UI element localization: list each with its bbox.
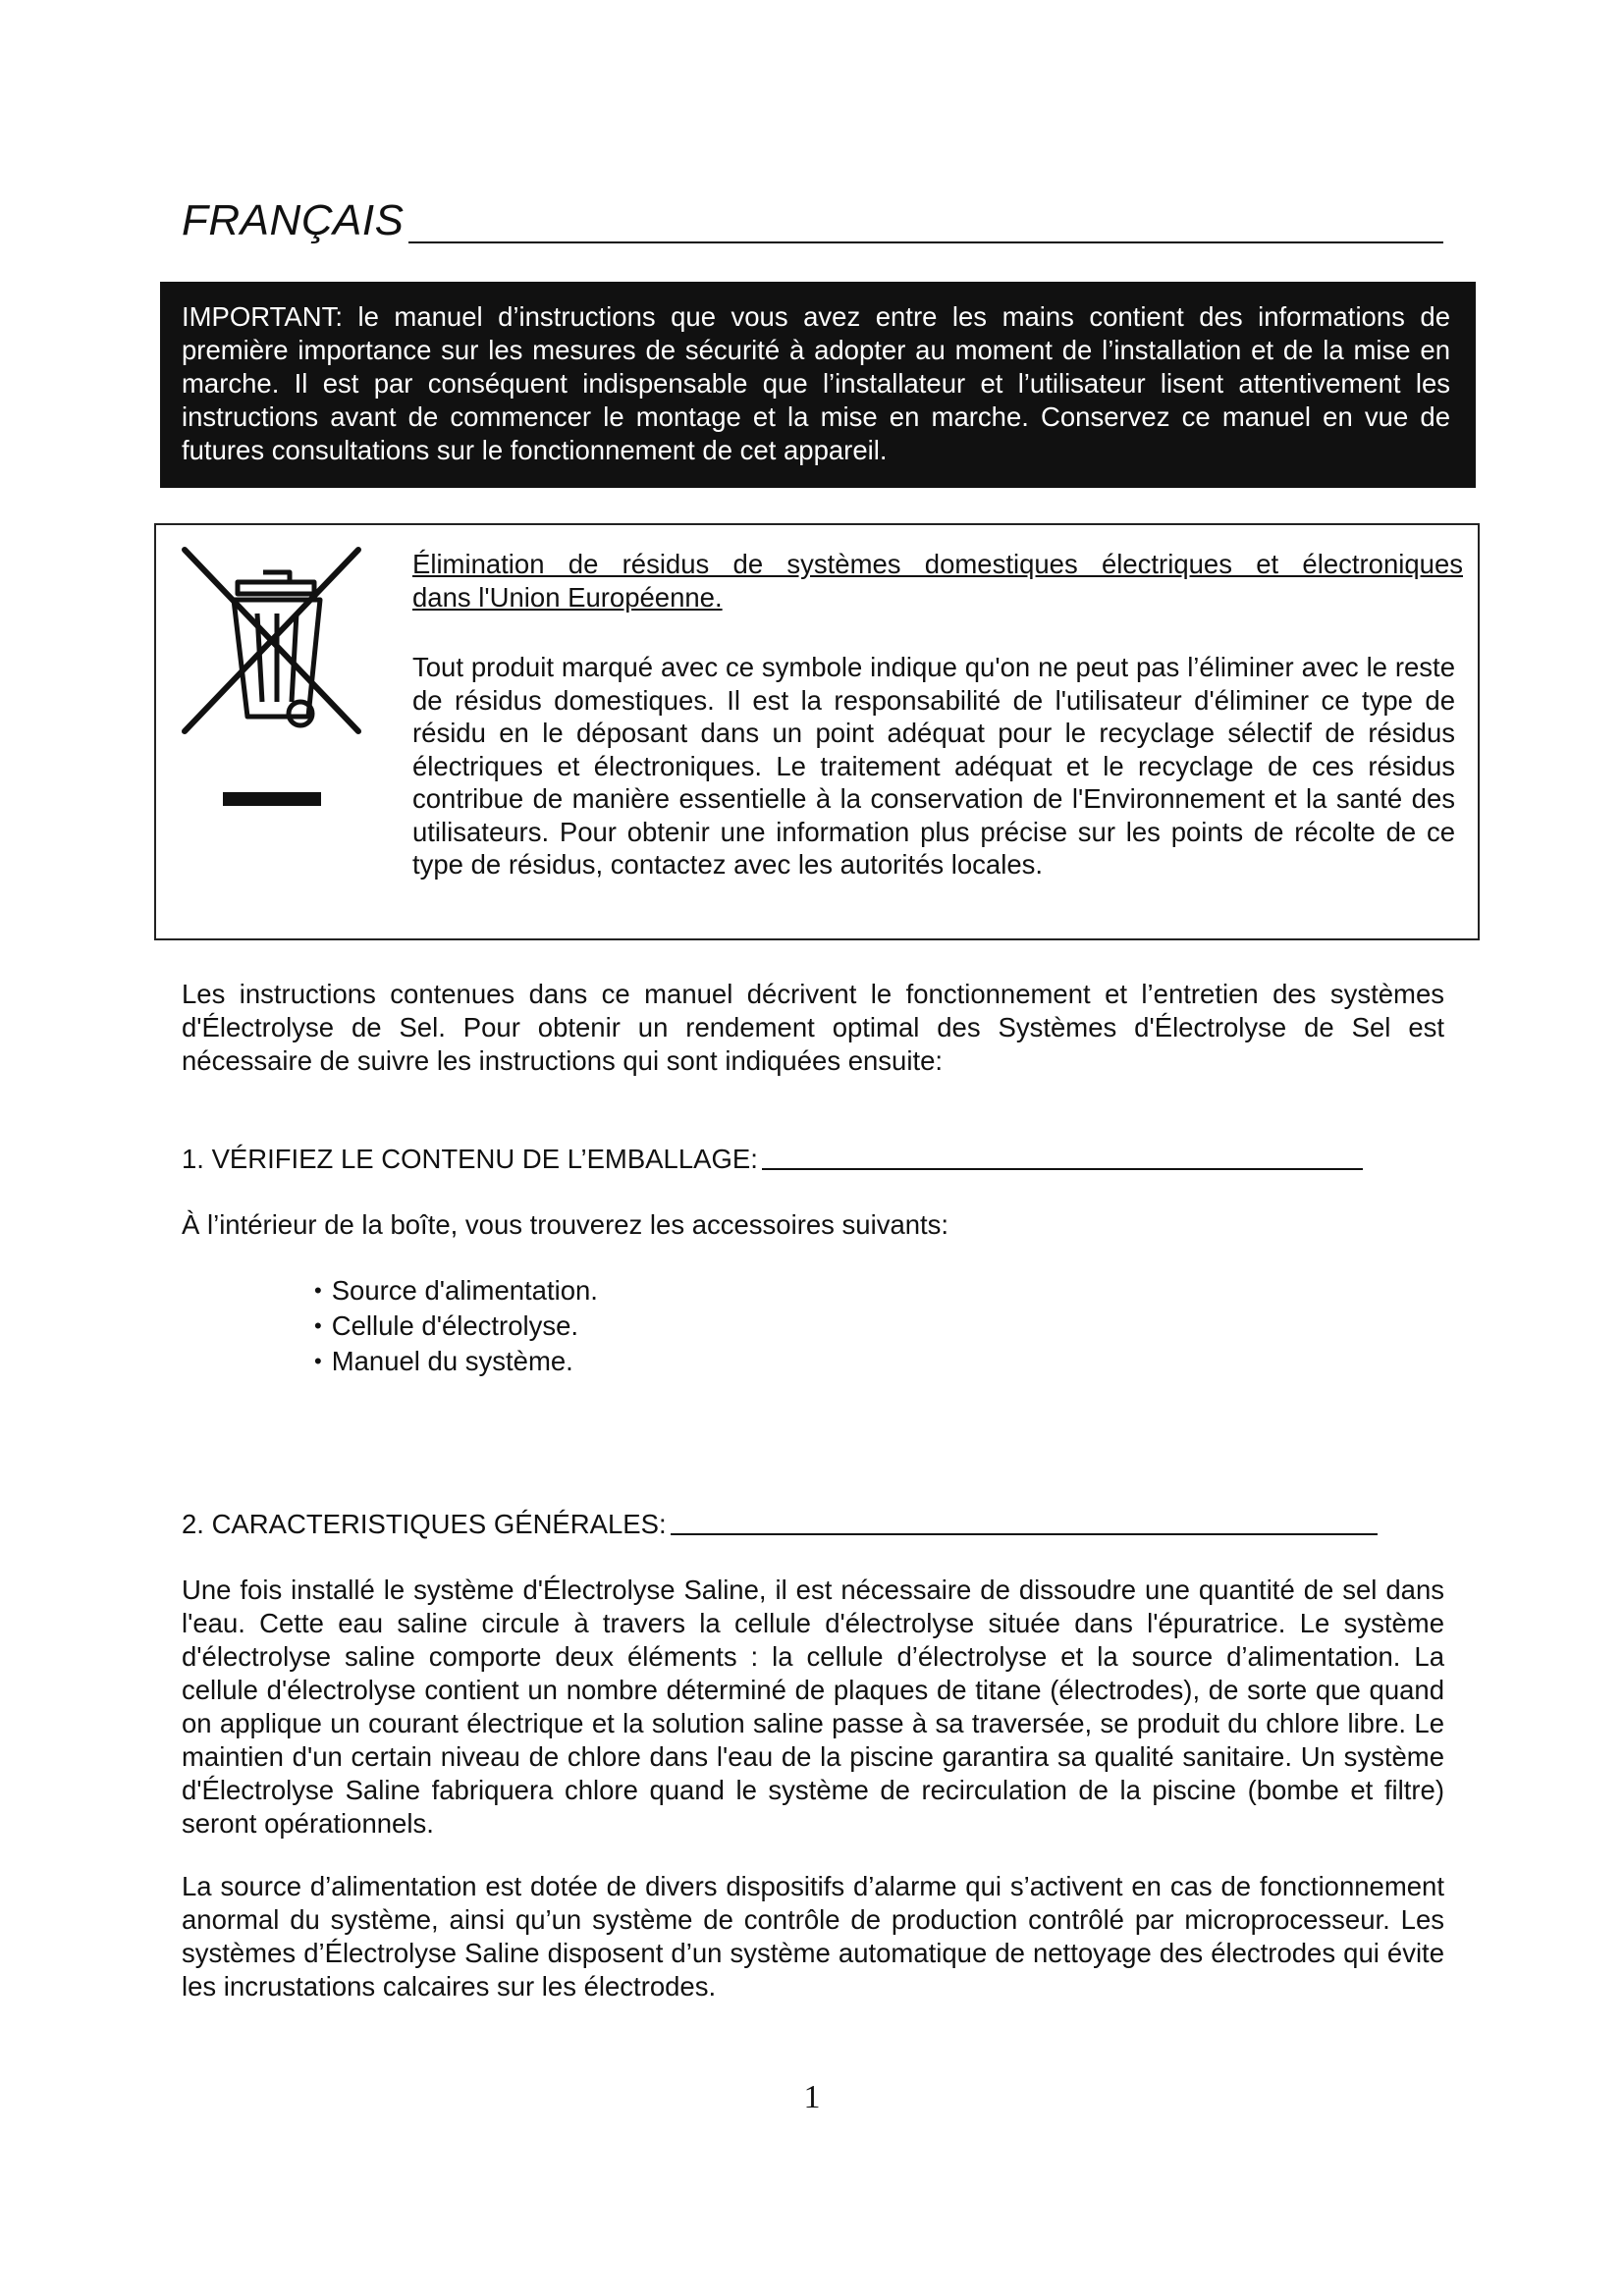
weee-heading-line2: dans l'Union Européenne. <box>412 582 723 613</box>
weee-heading-line1: Élimination de résidus de systèmes domestiques électriques et électroniques <box>412 549 1463 579</box>
section1-heading <box>182 1143 1363 1176</box>
title-underline <box>408 241 1443 243</box>
crossed-out-wheelie-bin-icon <box>177 545 363 815</box>
section2-heading <box>182 1508 1378 1541</box>
list-item: • Cellule d'électrolyse. <box>314 1309 598 1345</box>
section2-paragraph-2: La source d’alimentation est dotée de divers dispositifs d’alarme qui s’activent en cas de fonctionnement anormal du système, ainsi qu’un système de contrôle de production contrôlé par microprocesseur. Les systèmes d’Électrolyse Saline disposent d’un système automatique de nettoyage des électrodes qui évite les incrustations calcaires sur les électrodes. <box>182 1871 1444 2002</box>
weee-body: Tout produit marqué avec ce symbole indique qu'on ne peut pas l’éliminer avec le reste de résidus domestiques. Il est la responsabilité de l'utilisateur d'éliminer ce type de résidu en le déposant dans un point adéquat pour le recyclage sélectif de résidus électriques et électroniques. Le traitement adéquat et le recyclage de ces résidus contribue de manière essentielle à la conservation de l'Environnement et la santé des utilisateurs. Pour obtenir une information plus précise sur les points de récolte de ce type de résidus, contactez avec les autorités locales. <box>412 652 1455 880</box>
accessories-list <box>314 1274 598 1380</box>
language-title: FRANÇAIS <box>182 196 405 244</box>
section2-title: 2. CARACTERISTIQUES GÉNÉRALES: <box>182 1509 667 1539</box>
important-notice: IMPORTANT: le manuel d’instructions que vous avez entre les mains contient des informations de première importance sur les mesures de sécurité à adopter au moment de l’installation et de la mise en marche. Il est par conséquent indispensable que l’installateur et l’utilisateur lisent attentivement les instructions avant de commencer le montage et la mise en marche. Conservez ce manuel en vue de futures consultations sur le fonctionnement de cet appareil. <box>160 282 1476 488</box>
section1-lead: À l’intérieur de la boîte, vous trouverez les accessoires suivants: <box>182 1209 949 1240</box>
section2-paragraph-1: Une fois installé le système d'Électrolyse Saline, il est nécessaire de dissoudre une quantité de sel dans l'eau. Cette eau saline circule à travers la cellule d'électrolyse située dans l'épuratrice. Le système d'électrolyse saline comporte deux éléments : la cellule d’électrolyse et la source d’alimentation. La cellule d'électrolyse contient un nombre déterminé de plaques de titane (électrodes), de sorte que quand on applique un courant électrique et la solution saline passe à sa traversée, se produit du chlore libre. Le maintien d'un certain niveau de chlore dans l'eau de la piscine garantira sa qualité sanitaire. Un système d'Électrolyse Saline fabriquera chlore quand le système de recirculation de la piscine (bombe et filtre) seront opérationnels. <box>182 1575 1444 1839</box>
list-item: • Manuel du système. <box>314 1345 598 1380</box>
section2-heading-rule <box>671 1533 1378 1535</box>
list-item: • Source d'alimentation. <box>314 1274 598 1309</box>
section1-heading-rule <box>762 1168 1363 1170</box>
section1-title: 1. VÉRIFIEZ LE CONTENU DE L’EMBALLAGE: <box>182 1144 758 1174</box>
page-number: 1 <box>803 2079 821 2115</box>
intro-paragraph: Les instructions contenues dans ce manuel décrivent le fonctionnement et l’entretien des systèmes d'Électrolyse de Sel. Pour obtenir un rendement optimal des Systèmes d'Électrolyse de Sel est nécessaire de suivre les instructions qui sont indiquées ensuite: <box>182 979 1444 1076</box>
